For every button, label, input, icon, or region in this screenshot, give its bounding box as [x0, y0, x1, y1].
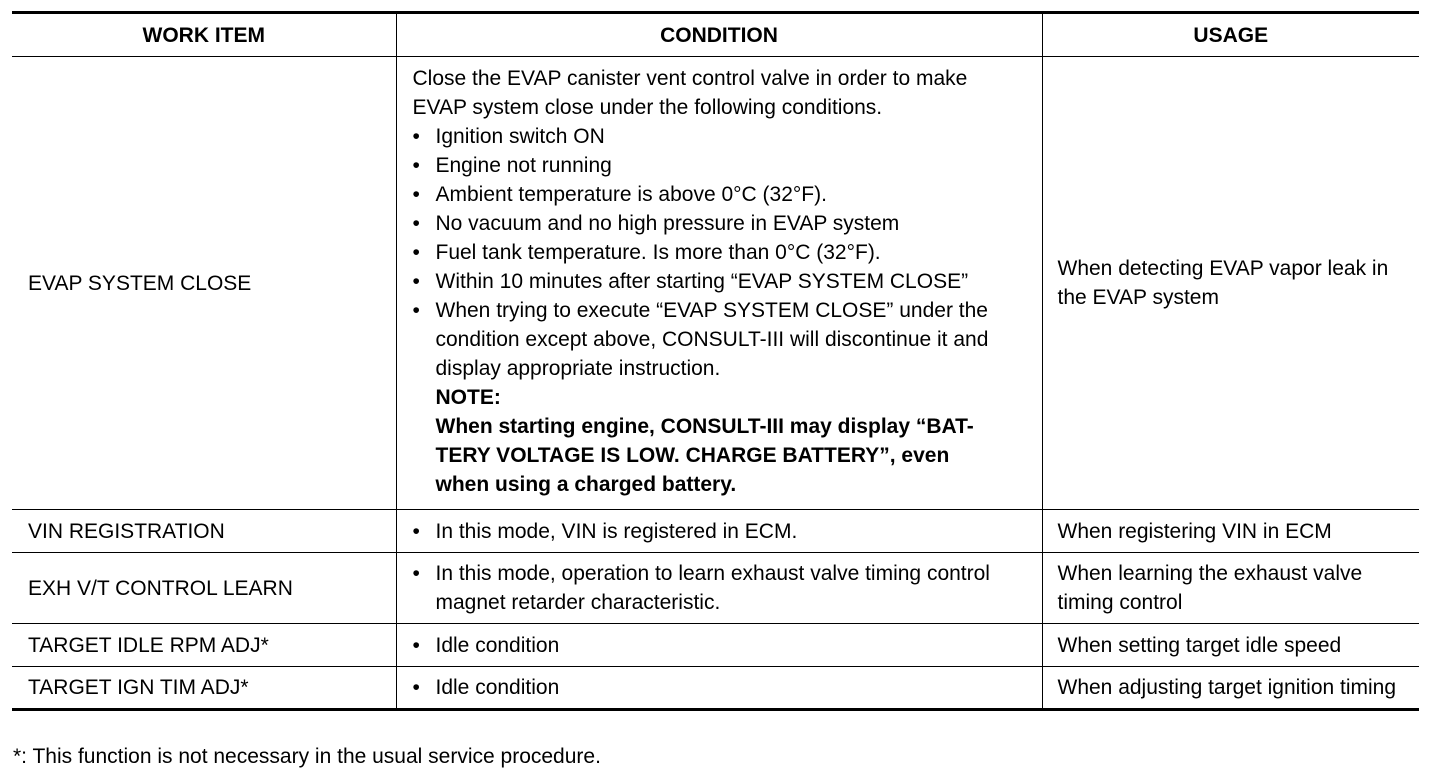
bullet-icon: • [412, 183, 420, 206]
note-text-line: when using a charged battery. [435, 473, 737, 496]
note-label: NOTE: [435, 386, 501, 409]
usage-cell: When learning the exhaust valve timing control [1042, 553, 1419, 624]
usage-cell: When setting target idle speed [1042, 624, 1419, 667]
bullet-icon: • [412, 519, 420, 543]
work-item-cell: EXH V/T CONTROL LEARN [12, 553, 396, 624]
condition-cell [396, 57, 1042, 510]
list-item: • In this mode, operation to learn exhaust valve timing control magnet retarder characteristic. [413, 559, 1030, 617]
list-item: • Engine not running [413, 151, 1030, 180]
work-item-cell: TARGET IGN TIM ADJ* [12, 667, 396, 710]
usage-cell: When adjusting target ignition timing [1042, 667, 1419, 710]
list-item: • When trying to execute “EVAP SYSTEM CLOSE” under the condition except above, CONSULT-III will discontinue it and display appropriate instruction. [413, 296, 1030, 383]
work-item-cell: EVAP SYSTEM CLOSE [12, 57, 396, 510]
bullet-icon: • [412, 562, 420, 585]
header-work-item: WORK ITEM [12, 13, 396, 57]
condition-cell [396, 510, 1042, 553]
bullet-icon: • [412, 212, 420, 235]
table-row [12, 57, 1419, 510]
note-block [413, 383, 1030, 499]
list-item: • Idle condition [413, 673, 1030, 702]
bullet-icon: • [412, 154, 420, 177]
table-row [12, 553, 1419, 624]
condition-cell [396, 624, 1042, 667]
list-item: • Ignition switch ON [413, 122, 1030, 151]
work-item-cell: TARGET IDLE RPM ADJ* [12, 624, 396, 667]
table-row [12, 667, 1419, 710]
header-usage: USAGE [1042, 13, 1419, 57]
note-text-line: When starting engine, CONSULT-III may display “BAT- [435, 415, 974, 438]
condition-list [413, 517, 1030, 546]
bullet-icon: • [412, 241, 420, 264]
condition-list [413, 122, 1030, 383]
bullet-icon: • [412, 633, 420, 657]
condition-cell [396, 667, 1042, 710]
condition-cell [396, 553, 1042, 624]
footnote: *: This function is not necessary in the usual service procedure. [13, 745, 601, 768]
bullet-icon: • [412, 676, 420, 699]
table-header-row [12, 13, 1419, 57]
list-item: • Ambient temperature is above 0°C (32°F). [413, 180, 1030, 209]
work-item-cell: VIN REGISTRATION [12, 510, 396, 553]
table-row [12, 510, 1419, 553]
bullet-icon: • [412, 125, 420, 148]
bullet-icon: • [412, 299, 420, 322]
usage-cell: When registering VIN in ECM [1042, 510, 1419, 553]
note-text-line: TERY VOLTAGE IS LOW. CHARGE BATTERY”, even [435, 444, 950, 467]
list-item: • Idle condition [413, 631, 1030, 660]
condition-intro: Close the EVAP canister vent control valve in order to make EVAP system close under the following conditions. [412, 67, 968, 119]
condition-list [413, 631, 1030, 660]
bullet-icon: • [412, 270, 420, 293]
condition-list [413, 559, 1030, 617]
list-item: • Fuel tank temperature. Is more than 0°C (32°F). [413, 238, 1030, 267]
list-item: • Within 10 minutes after starting “EVAP SYSTEM CLOSE” [413, 267, 1030, 296]
list-item: • No vacuum and no high pressure in EVAP system [413, 209, 1030, 238]
table-row [12, 624, 1419, 667]
condition-list [413, 673, 1030, 702]
header-condition: CONDITION [396, 13, 1042, 57]
usage-cell: When detecting EVAP vapor leak in the EVAP system [1042, 57, 1419, 510]
work-support-table [12, 11, 1419, 711]
list-item: • In this mode, VIN is registered in ECM. [413, 517, 1030, 546]
